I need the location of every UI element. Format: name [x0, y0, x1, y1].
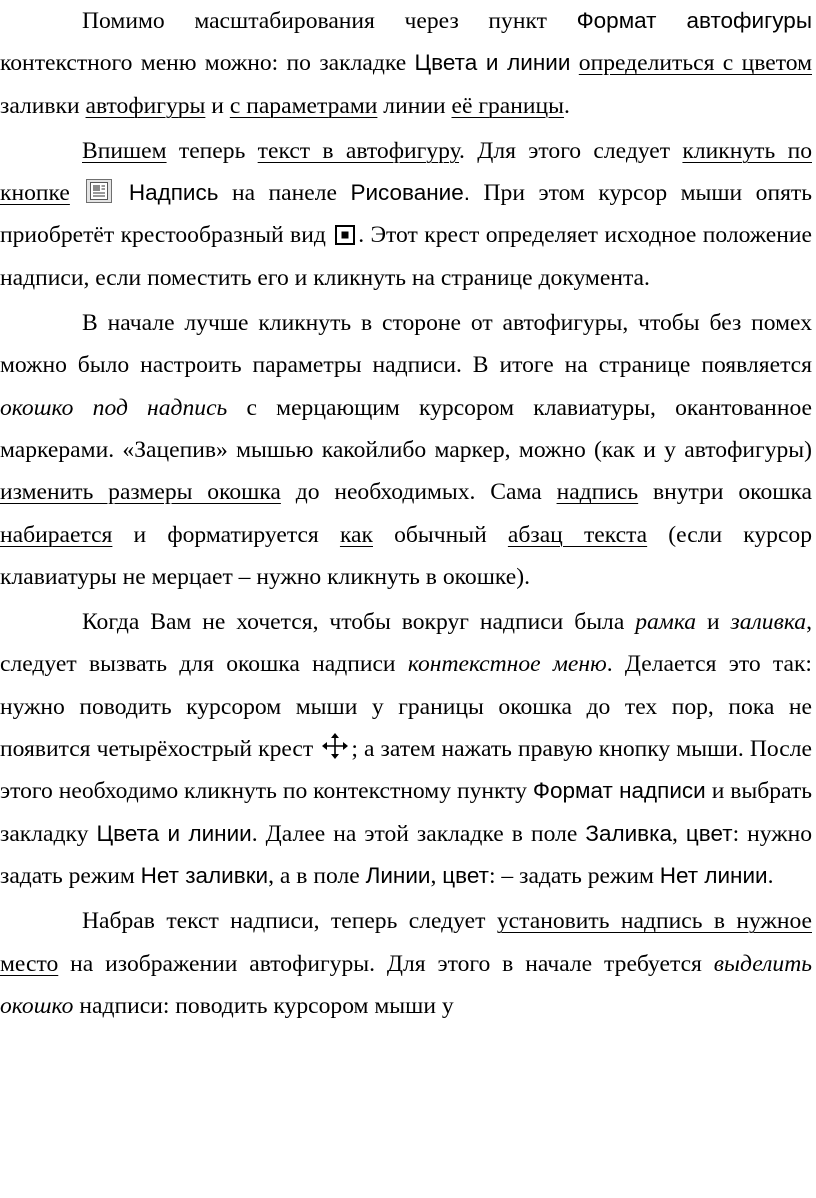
ui-term: Надпись [128, 180, 219, 206]
underlined-text: как [339, 521, 373, 548]
underlined-text: Впишем [82, 137, 167, 164]
ui-term: Формат автофигуры [576, 8, 812, 33]
underlined-text: абзац текста [507, 521, 648, 548]
underlined-text: определиться с цветом [578, 50, 812, 77]
italic-text: выделить окошко [0, 950, 812, 1019]
underlined-text: надпись [556, 479, 639, 506]
underlined-text: с параметрами [229, 92, 378, 119]
underlined-text: её границы [451, 92, 565, 119]
ui-term: цвет [442, 862, 489, 888]
ui-term: цвет [685, 820, 733, 846]
ui-term: Цвета и линии [414, 50, 571, 76]
italic-text: окошко под надпись [0, 394, 228, 421]
italic-text: контекстное меню [407, 651, 607, 678]
ui-term: Нет заливки [140, 862, 269, 888]
ui-term: Линии [365, 862, 431, 888]
ui-term: Формат надписи [532, 778, 706, 804]
ui-term: Рисование. [350, 180, 471, 206]
paragraph-1: Помимо масштабирования через пункт Формат автофигуры контекстного меню можно: по закладке Цвета и линии определиться с цветом заливки автофигуры и с параметрами линии её границы. [0, 8, 812, 119]
italic-text: заливка [730, 609, 807, 636]
ui-term: Нет линии [659, 862, 768, 888]
underlined-text: набирается [0, 521, 113, 548]
underlined-text: автофигуры [85, 92, 206, 119]
paragraph-3: В начале лучше кликнуть в стороне от автофигуры, чтобы без помех можно было настроить параметры надписи. В итоге на странице появляется окошко под надпись с мерцающим курсором клавиатуры, окантованное маркерами. «Зацепив» мышью какойлибо маркер, можно (как и у автофигуры) изменить размеры окошка до необходимых. Сама надпись внутри окошка набирается и форматируется как обычный абзац текста (если курсор клавиатуры не мерцает – нужно кликнуть в окошке). [0, 310, 813, 590]
paragraph-2: Впишем теперь текст в автофигуру. Для этого следует кликнуть по кнопке Надпись на панеле Рисование. При этом курсор мыши опять приобретёт крестообразный вид . Этот крест определяет исходное положение надписи, если поместить его и кликнуть на странице документа. [0, 137, 812, 291]
paragraph-4: Когда Вам не хочется, чтобы вокруг надписи была рамка и заливка, следует вызвать для окошка надписи контекстное меню. Делается это так: нужно поводить курсором мыши у границы окошка до тех пор, пока не появится четырёхострый крест ; а затем нажать правую кнопку мыши. После этого необходимо кликнуть по контекстному пункту Формат надписи и выбрать закладку Цвета и линии. Далее на этой закладке в поле Заливка, цвет: нужно задать режим Нет заливки, а в поле Линии, цвет: – задать режим Нет линии. [0, 609, 812, 889]
paragraph-5: Набрав текст надписи, теперь следует установить надпись в нужное место на изображении автофигуры. Для этого в начале требуется выделить окошко надписи: поводить курсором мыши у [0, 908, 812, 1019]
textbox-button-icon [86, 179, 112, 203]
crosshair-cursor-icon [335, 225, 355, 245]
underlined-text: установить надпись в нужное место [0, 908, 812, 977]
ui-term: Цвета и линии [96, 820, 252, 846]
ui-term: Заливка [585, 820, 672, 846]
underlined-text: кликнуть по кнопке [0, 137, 812, 207]
move-cursor-icon [322, 733, 348, 759]
underlined-text: текст в автофигуру [257, 137, 460, 164]
underlined-text: изменить размеры окошка [0, 479, 281, 506]
italic-text: рамка [635, 609, 697, 636]
